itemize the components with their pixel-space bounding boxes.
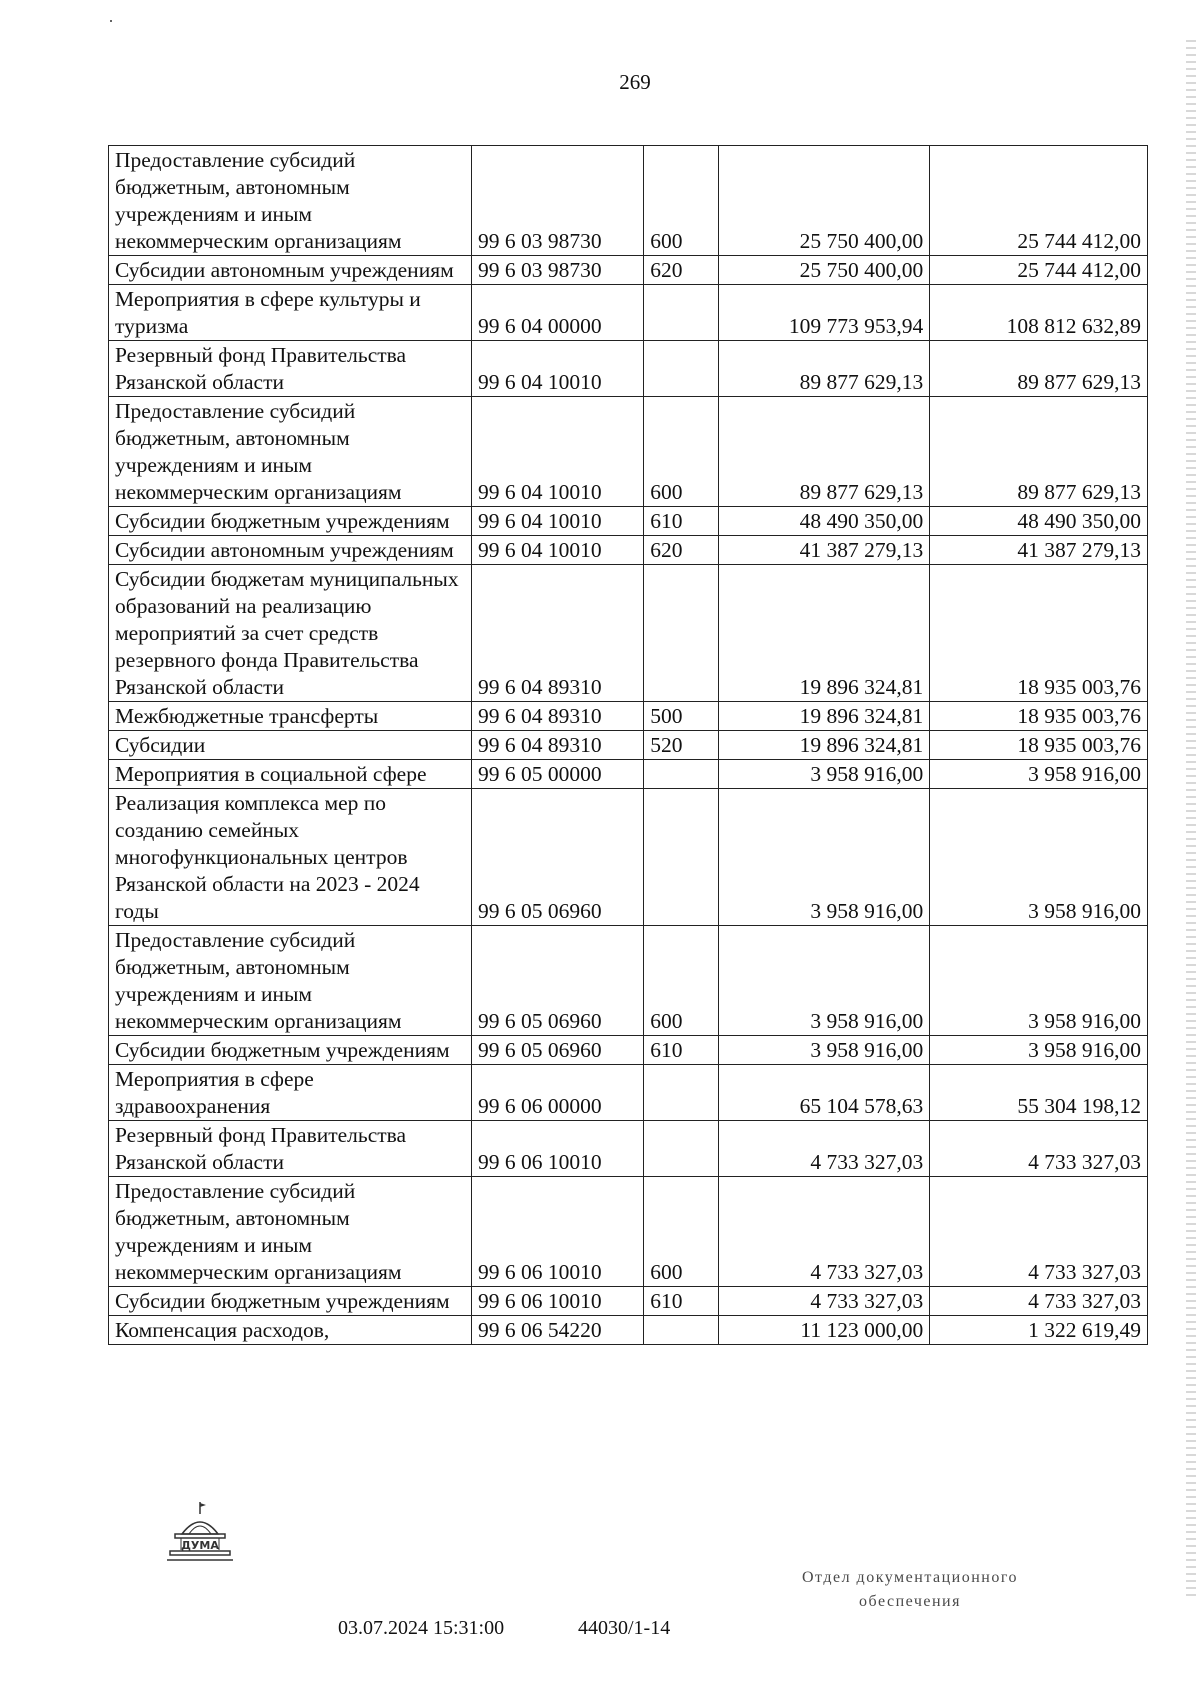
row-name-cell: Предоставление субсидий бюджетным, автономным учреждениям и иным некоммерческим организациям	[109, 1177, 472, 1287]
row-code-cell: 99 6 05 06960	[471, 1036, 643, 1065]
table-row	[109, 285, 1148, 341]
row-code-cell: 99 6 04 10010	[471, 507, 643, 536]
row-type-cell: 520	[644, 731, 719, 760]
row-value-2-cell: 3 958 916,00	[930, 760, 1148, 789]
footer-timestamp: 03.07.2024 15:31:00	[338, 1617, 505, 1639]
row-name-cell: Резервный фонд Правительства Рязанской области	[109, 1121, 472, 1177]
row-value-1-cell: 11 123 000,00	[718, 1316, 929, 1345]
row-value-1-cell: 3 958 916,00	[718, 789, 929, 926]
row-value-2-cell: 4 733 327,03	[930, 1121, 1148, 1177]
row-value-1-cell: 41 387 279,13	[718, 536, 929, 565]
row-value-2-cell: 3 958 916,00	[930, 1036, 1148, 1065]
row-value-2-cell: 4 733 327,03	[930, 1177, 1148, 1287]
row-type-cell: 600	[644, 397, 719, 507]
row-type-cell	[644, 565, 719, 702]
table-row	[109, 702, 1148, 731]
table-row	[109, 341, 1148, 397]
row-type-cell: 610	[644, 1287, 719, 1316]
logo-text: ДУМА	[181, 1539, 219, 1552]
row-type-cell	[644, 341, 719, 397]
row-name-cell: Предоставление субсидий бюджетным, автономным учреждениям и иным некоммерческим организациям	[109, 146, 472, 256]
row-name-cell: Мероприятия в сфере здравоохранения	[109, 1065, 472, 1121]
row-code-cell: 99 6 04 89310	[471, 565, 643, 702]
row-value-1-cell: 48 490 350,00	[718, 507, 929, 536]
row-value-1-cell: 109 773 953,94	[718, 285, 929, 341]
row-code-cell: 99 6 06 10010	[471, 1121, 643, 1177]
table-row	[109, 760, 1148, 789]
row-code-cell: 99 6 03 98730	[471, 146, 643, 256]
row-value-1-cell: 4 733 327,03	[718, 1121, 929, 1177]
row-name-cell: Предоставление субсидий бюджетным, автономным учреждениям и иным некоммерческим организациям	[109, 926, 472, 1036]
row-name-cell: Субсидии автономным учреждениям	[109, 256, 472, 285]
row-value-2-cell: 3 958 916,00	[930, 926, 1148, 1036]
table-row	[109, 1287, 1148, 1316]
row-name-cell: Компенсация расходов,	[109, 1316, 472, 1345]
row-value-2-cell: 18 935 003,76	[930, 702, 1148, 731]
table-row	[109, 1316, 1148, 1345]
scan-speck	[110, 20, 112, 22]
row-name-cell: Реализация комплекса мер по созданию семейных многофункциональных центров Рязанской области на 2023 - 2024 годы	[109, 789, 472, 926]
row-value-1-cell: 19 896 324,81	[718, 702, 929, 731]
row-value-2-cell: 48 490 350,00	[930, 507, 1148, 536]
row-value-1-cell: 89 877 629,13	[718, 397, 929, 507]
table-row	[109, 1121, 1148, 1177]
row-type-cell: 620	[644, 256, 719, 285]
row-name-cell: Субсидии автономным учреждениям	[109, 536, 472, 565]
row-name-cell: Субсидии бюджетам муниципальных образований на реализацию мероприятий за счет средств резервного фонда Правительства Рязанской области	[109, 565, 472, 702]
row-type-cell: 620	[644, 536, 719, 565]
row-value-2-cell: 1 322 619,49	[930, 1316, 1148, 1345]
row-value-1-cell: 3 958 916,00	[718, 760, 929, 789]
row-value-1-cell: 3 958 916,00	[718, 926, 929, 1036]
table-row	[109, 731, 1148, 760]
row-value-2-cell: 25 744 412,00	[930, 256, 1148, 285]
row-name-cell: Предоставление субсидий бюджетным, автономным учреждениям и иным некоммерческим организациям	[109, 397, 472, 507]
row-value-1-cell: 4 733 327,03	[718, 1287, 929, 1316]
page-number: 269	[619, 70, 651, 94]
row-code-cell: 99 6 06 00000	[471, 1065, 643, 1121]
row-value-1-cell: 25 750 400,00	[718, 146, 929, 256]
department-stamp	[760, 1566, 1060, 1614]
row-type-cell: 600	[644, 146, 719, 256]
row-value-2-cell: 3 958 916,00	[930, 789, 1148, 926]
duma-logo-icon	[165, 1500, 235, 1570]
row-type-cell: 500	[644, 702, 719, 731]
budget-table-body	[109, 146, 1148, 1345]
row-value-2-cell: 4 733 327,03	[930, 1287, 1148, 1316]
budget-table-wrapper	[108, 145, 1148, 1345]
row-value-1-cell: 65 104 578,63	[718, 1065, 929, 1121]
row-type-cell: 610	[644, 1036, 719, 1065]
row-name-cell: Резервный фонд Правительства Рязанской области	[109, 341, 472, 397]
row-value-1-cell: 4 733 327,03	[718, 1177, 929, 1287]
row-name-cell: Межбюджетные трансферты	[109, 702, 472, 731]
stamp-line-1: Отдел документационного	[801, 1569, 1019, 1586]
row-type-cell	[644, 789, 719, 926]
row-code-cell: 99 6 05 06960	[471, 926, 643, 1036]
row-code-cell: 99 6 04 89310	[471, 702, 643, 731]
row-value-2-cell: 41 387 279,13	[930, 536, 1148, 565]
row-code-cell: 99 6 06 10010	[471, 1177, 643, 1287]
row-value-2-cell: 18 935 003,76	[930, 565, 1148, 702]
row-value-2-cell: 89 877 629,13	[930, 341, 1148, 397]
table-row	[109, 926, 1148, 1036]
footer-doc-number: 44030/1-14	[578, 1617, 671, 1639]
stamp-line-2: обеспечения	[859, 1593, 961, 1610]
row-type-cell: 600	[644, 926, 719, 1036]
table-row	[109, 789, 1148, 926]
row-type-cell	[644, 760, 719, 789]
row-type-cell: 610	[644, 507, 719, 536]
row-name-cell: Субсидии бюджетным учреждениям	[109, 1287, 472, 1316]
row-code-cell: 99 6 06 10010	[471, 1287, 643, 1316]
row-value-2-cell: 89 877 629,13	[930, 397, 1148, 507]
scan-edge-artifact	[1186, 40, 1196, 1600]
row-type-cell	[644, 285, 719, 341]
row-type-cell	[644, 1065, 719, 1121]
row-value-1-cell: 19 896 324,81	[718, 565, 929, 702]
row-value-2-cell: 108 812 632,89	[930, 285, 1148, 341]
table-row	[109, 1036, 1148, 1065]
table-row	[109, 565, 1148, 702]
row-value-1-cell: 19 896 324,81	[718, 731, 929, 760]
table-row	[109, 146, 1148, 256]
row-name-cell: Субсидии	[109, 731, 472, 760]
row-type-cell	[644, 1121, 719, 1177]
table-row	[109, 1065, 1148, 1121]
table-row	[109, 256, 1148, 285]
row-code-cell: 99 6 05 00000	[471, 760, 643, 789]
row-name-cell: Субсидии бюджетным учреждениям	[109, 1036, 472, 1065]
row-name-cell: Мероприятия в социальной сфере	[109, 760, 472, 789]
row-code-cell: 99 6 06 54220	[471, 1316, 643, 1345]
row-value-2-cell: 18 935 003,76	[930, 731, 1148, 760]
row-code-cell: 99 6 05 06960	[471, 789, 643, 926]
row-name-cell: Субсидии бюджетным учреждениям	[109, 507, 472, 536]
budget-table	[108, 145, 1148, 1345]
row-type-cell	[644, 1316, 719, 1345]
row-type-cell: 600	[644, 1177, 719, 1287]
row-value-1-cell: 25 750 400,00	[718, 256, 929, 285]
row-name-cell: Мероприятия в сфере культуры и туризма	[109, 285, 472, 341]
row-code-cell: 99 6 04 10010	[471, 341, 643, 397]
table-row	[109, 507, 1148, 536]
row-value-2-cell: 55 304 198,12	[930, 1065, 1148, 1121]
row-code-cell: 99 6 04 00000	[471, 285, 643, 341]
row-code-cell: 99 6 04 10010	[471, 397, 643, 507]
table-row	[109, 397, 1148, 507]
row-code-cell: 99 6 04 89310	[471, 731, 643, 760]
row-value-1-cell: 89 877 629,13	[718, 341, 929, 397]
table-row	[109, 536, 1148, 565]
row-value-1-cell: 3 958 916,00	[718, 1036, 929, 1065]
table-row	[109, 1177, 1148, 1287]
row-value-2-cell: 25 744 412,00	[930, 146, 1148, 256]
row-code-cell: 99 6 04 10010	[471, 536, 643, 565]
row-code-cell: 99 6 03 98730	[471, 256, 643, 285]
